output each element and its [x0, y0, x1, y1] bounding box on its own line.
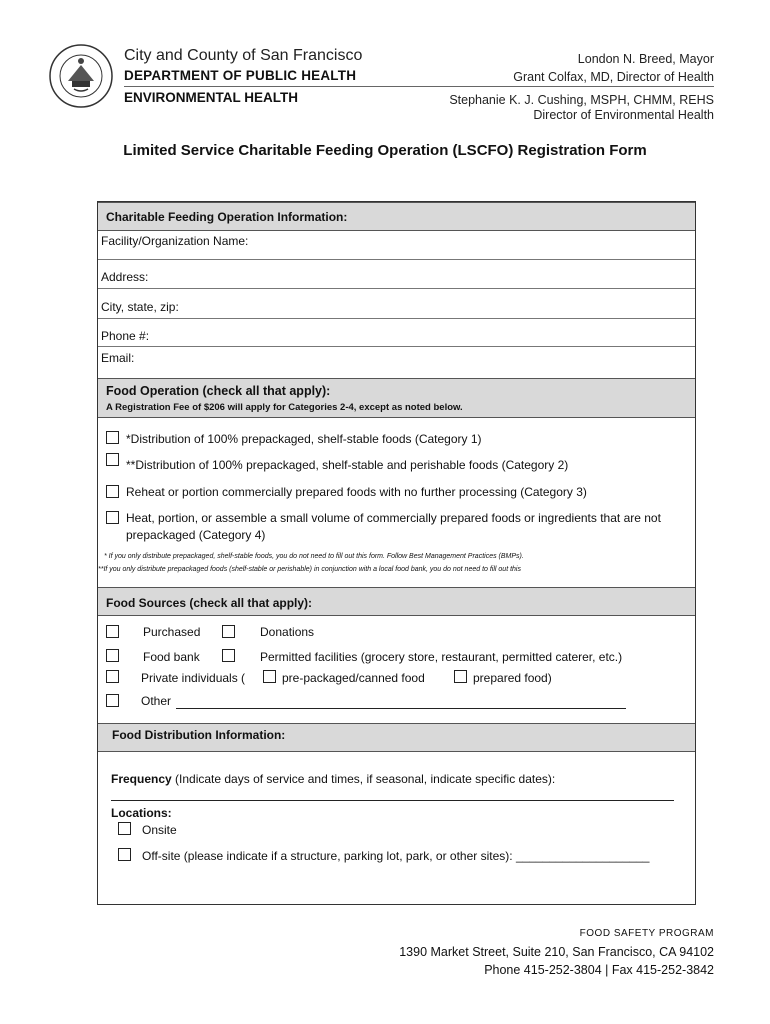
frequency-label: Frequency	[111, 772, 172, 786]
facility-name-label[interactable]: Facility/Organization Name:	[101, 234, 249, 248]
prepackaged-label: pre-packaged/canned food	[282, 671, 425, 685]
fee-note: A Registration Fee of $206 will apply for Categories 2-4, except as noted below.	[106, 402, 463, 413]
city-seal-logo	[48, 43, 114, 109]
category4-label-cont: prepackaged (Category 4)	[126, 528, 266, 542]
other-source-label: Other	[141, 694, 172, 708]
mayor-line: London N. Breed, Mayor	[577, 52, 714, 66]
purchased-label: Purchased	[143, 625, 201, 639]
category4-checkbox[interactable]	[106, 511, 119, 524]
category2-checkbox[interactable]	[106, 453, 119, 466]
section-distribution-heading: Food Distribution Information:	[112, 728, 286, 742]
footer-phone-fax: Phone 415-252-3804 | Fax 415-252-3842	[484, 963, 714, 977]
prepared-food-checkbox[interactable]	[454, 670, 467, 683]
offsite-checkbox[interactable]	[118, 848, 131, 861]
division-name: ENVIRONMENTAL HEALTH	[124, 90, 298, 105]
donations-checkbox[interactable]	[222, 625, 235, 638]
footer-address: 1390 Market Street, Suite 210, San Francisco, CA 94102	[399, 945, 714, 959]
section-info-heading: Charitable Feeding Operation Information:	[106, 210, 348, 224]
category3-checkbox[interactable]	[106, 485, 119, 498]
other-source-input-line[interactable]	[176, 708, 626, 709]
env-director-title: Director of Environmental Health	[533, 108, 714, 122]
field-divider	[98, 318, 695, 319]
address-label[interactable]: Address:	[101, 270, 149, 284]
phone-label[interactable]: Phone #:	[101, 329, 150, 343]
prepackaged-checkbox[interactable]	[263, 670, 276, 683]
form-title: Limited Service Charitable Feeding Operation (LSCFO) Registration Form	[123, 142, 647, 159]
prepared-food-label: prepared food)	[473, 671, 552, 685]
footnote-single-star: * If you only distribute prepackaged, shelf-stable foods, you do not need to fill out this form. Follow Best Management Practices (BMPs).	[104, 553, 524, 560]
section-operation-heading: Food Operation (check all that apply):	[106, 384, 331, 398]
category2-label: **Distribution of 100% prepackaged, shelf-stable and perishable foods (Category 2)	[126, 458, 569, 472]
donations-label: Donations	[260, 625, 315, 639]
food-bank-label: Food bank	[143, 650, 200, 664]
frequency-line	[111, 772, 555, 786]
frequency-input-line[interactable]	[111, 800, 674, 801]
private-individuals-label: Private individuals (	[141, 671, 246, 685]
department-name: DEPARTMENT OF PUBLIC HEALTH	[124, 68, 357, 83]
header-divider	[124, 86, 714, 87]
locations-label: Locations:	[111, 806, 172, 820]
offsite-label[interactable]: Off-site (please indicate if a structure, parking lot, park, or other sites): ____________________	[142, 849, 650, 863]
registration-form	[97, 201, 696, 905]
category3-label: Reheat or portion commercially prepared foods with no further processing (Category 3)	[126, 485, 587, 499]
purchased-checkbox[interactable]	[106, 625, 119, 638]
category1-checkbox[interactable]	[106, 431, 119, 444]
city-name: City and County of San Francisco	[124, 47, 363, 64]
section-sources-heading: Food Sources (check all that apply):	[106, 596, 313, 610]
field-divider	[98, 259, 695, 260]
field-divider	[98, 346, 695, 347]
permitted-facilities-checkbox[interactable]	[222, 649, 235, 662]
category4-label: Heat, portion, or assemble a small volume of commercially prepared foods or ingredients that are not	[126, 511, 661, 525]
env-director-name: Stephanie K. J. Cushing, MSPH, CHMM, REHS	[449, 93, 714, 107]
other-source-checkbox[interactable]	[106, 694, 119, 707]
footnote-double-star: **If you only distribute prepackaged foods (shelf-stable or perishable) in conjunction with a local food bank, you do not need to fill out this	[98, 566, 521, 573]
director-health-line: Grant Colfax, MD, Director of Health	[513, 70, 714, 84]
city-state-zip-label[interactable]: City, state, zip:	[101, 300, 179, 314]
private-individuals-checkbox[interactable]	[106, 670, 119, 683]
footer-program: FOOD SAFETY PROGRAM	[579, 928, 714, 939]
category1-label: *Distribution of 100% prepackaged, shelf-stable foods (Category 1)	[126, 432, 482, 446]
onsite-label: Onsite	[142, 823, 177, 837]
frequency-instructions: (Indicate days of service and times, if seasonal, indicate specific dates):	[171, 772, 556, 786]
email-label[interactable]: Email:	[101, 351, 135, 365]
onsite-checkbox[interactable]	[118, 822, 131, 835]
permitted-facilities-label: Permitted facilities (grocery store, restaurant, permitted caterer, etc.)	[260, 650, 623, 664]
field-divider	[98, 288, 695, 289]
food-bank-checkbox[interactable]	[106, 649, 119, 662]
